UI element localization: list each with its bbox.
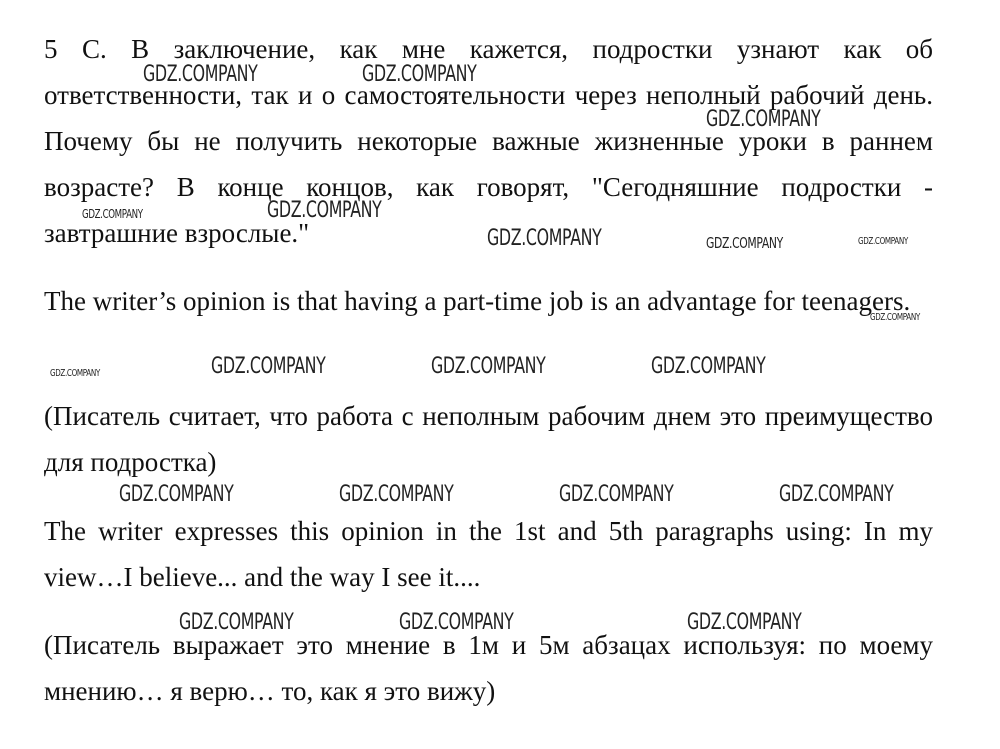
watermark: GDZ.COMPANY bbox=[82, 207, 143, 221]
watermark: GDZ.COMPANY bbox=[362, 62, 477, 87]
watermark: GDZ.COMPANY bbox=[870, 312, 920, 323]
watermark: GDZ.COMPANY bbox=[143, 62, 258, 87]
watermark: GDZ.COMPANY bbox=[687, 610, 802, 635]
paragraph-writer-opinion: The writer’s opinion is that having a part-time job is an advantage for teenagers. bbox=[44, 286, 911, 316]
watermark: GDZ.COMPANY bbox=[179, 610, 294, 635]
watermark: GDZ.COMPANY bbox=[431, 354, 546, 379]
watermark: GDZ.COMPANY bbox=[339, 482, 454, 507]
watermark: GDZ.COMPANY bbox=[559, 482, 674, 507]
watermark: GDZ.COMPANY bbox=[487, 226, 602, 251]
watermark: GDZ.COMPANY bbox=[399, 610, 514, 635]
paragraph-russian-conclusion: 5 C. В заключение, как мне кажется, подростки узнают как об ответственности, так и о самостоятельности через неполный рабочий день. Почему бы не получить некоторые важные жизненные уроки в раннем возрасте? В конце концов, как говорят, "Сегодняшние подростки - завтрашние взрослые." bbox=[44, 34, 933, 248]
paragraph-opinion-expression: The writer expresses this opinion in the 1st and 5th paragraphs using: In my view…I believe... and the way I see it.... bbox=[44, 516, 933, 592]
watermark: GDZ.COMPANY bbox=[119, 482, 234, 507]
watermark: GDZ.COMPANY bbox=[267, 198, 382, 223]
watermark: GDZ.COMPANY bbox=[706, 107, 821, 132]
watermark: GDZ.COMPANY bbox=[651, 354, 766, 379]
watermark: GDZ.COMPANY bbox=[50, 368, 100, 379]
watermark: GDZ.COMPANY bbox=[779, 482, 894, 507]
watermark: GDZ.COMPANY bbox=[706, 234, 783, 252]
paragraph-expression-translation: (Писатель выражает это мнение в 1м и 5м абзацах используя: по моему мнению… я верю… то, как я это вижу) bbox=[44, 630, 933, 706]
paragraph-opinion-translation: (Писатель считает, что работа с неполным рабочим днем это преимущество для подростка) bbox=[44, 401, 933, 477]
watermark: GDZ.COMPANY bbox=[211, 354, 326, 379]
watermark: GDZ.COMPANY bbox=[858, 236, 908, 247]
